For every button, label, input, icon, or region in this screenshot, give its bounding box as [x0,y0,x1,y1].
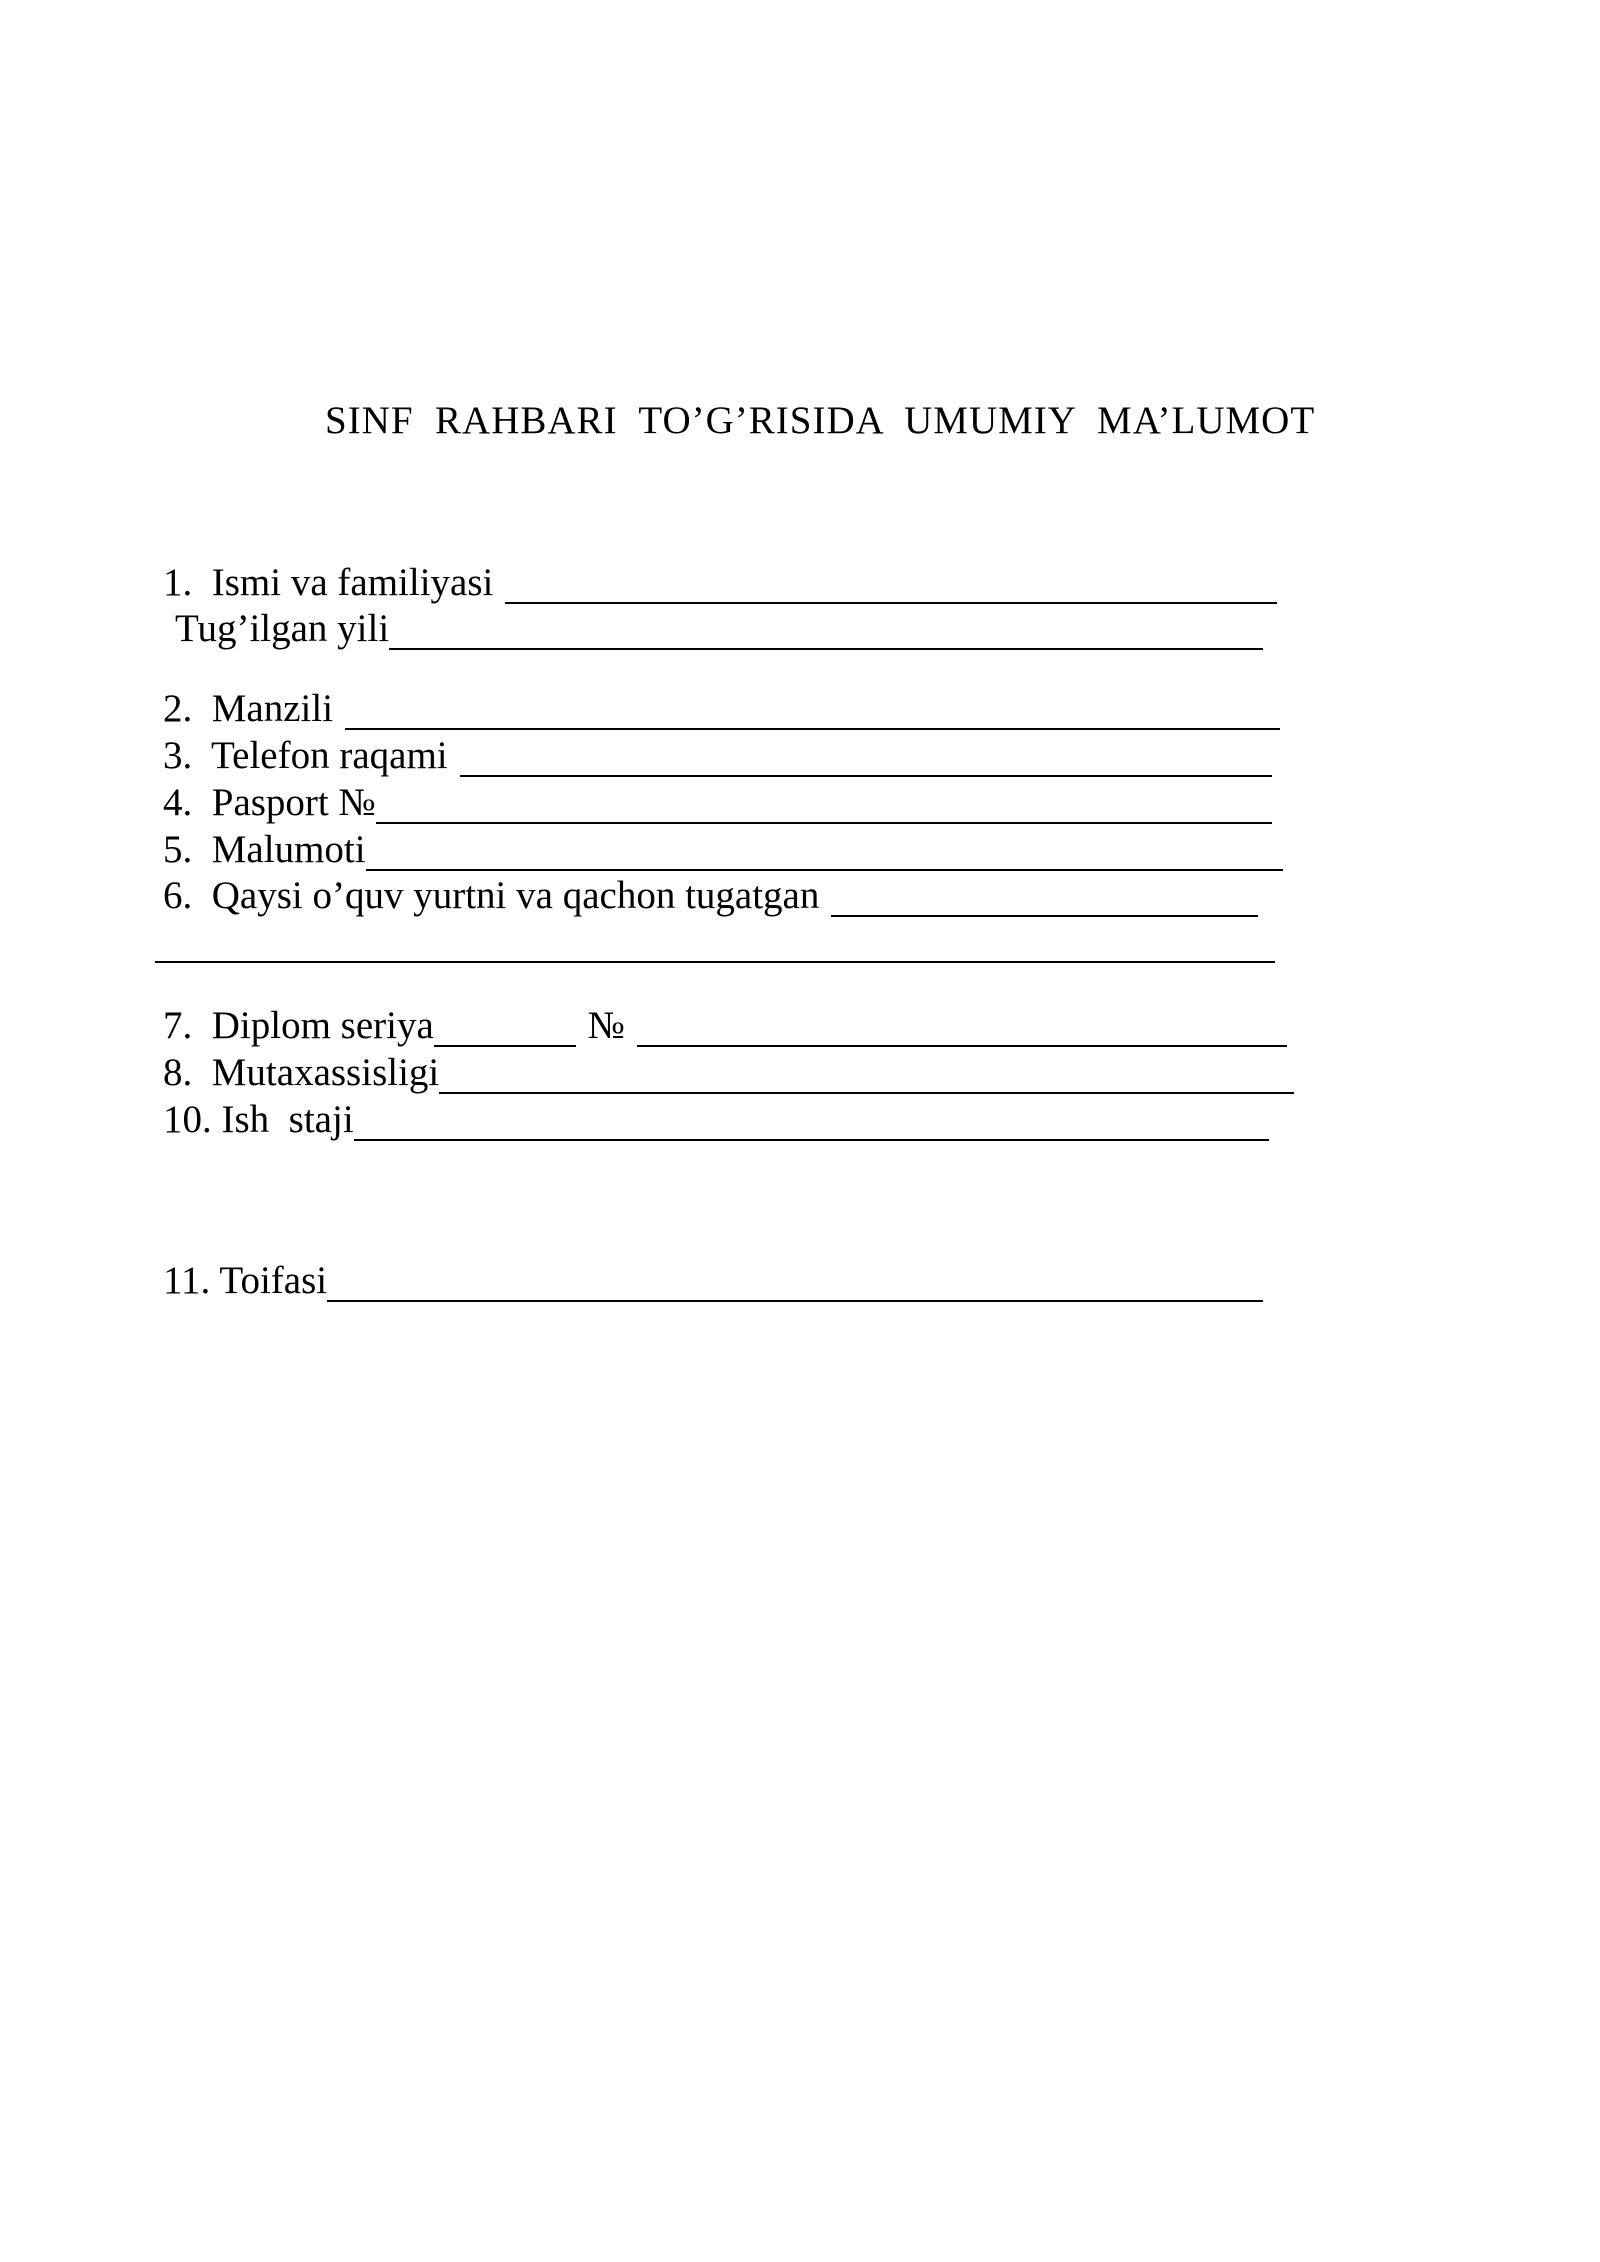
education-blank [366,835,1283,871]
phone-blank [460,741,1272,777]
diploma-number-label: № [587,1004,626,1047]
address-blank [345,694,1280,730]
birth-year-label: Tug’ilgan yili [175,607,390,650]
specialty-blank [439,1058,1294,1094]
form-row-address [163,684,1280,734]
experience-label: 10. Ish staji [163,1098,354,1141]
form-row-graduation [163,871,1258,921]
category-label: 11. Toifasi [163,1259,328,1302]
diploma-series-blank [434,1011,576,1047]
graduation-continuation-rule [155,961,1275,963]
graduation-label: 6. Qaysi o’quv yurtni va qachon tugatgan [163,874,820,917]
passport-label: 4. Pasport № [163,781,376,824]
education-label: 5. Malumoti [163,828,366,871]
phone-label: 3. Telefon raqami [163,734,448,777]
form-row-phone [163,731,1272,781]
category-blank [327,1266,1263,1302]
form-row-diploma [163,1001,1287,1051]
graduation-blank [831,881,1258,917]
passport-blank [376,788,1272,824]
specialty-label: 8. Mutaxassisligi [163,1051,440,1094]
form-row-specialty [163,1048,1294,1098]
form-row-experience [163,1095,1269,1145]
form-row-passport [163,778,1272,828]
birth-year-blank [389,614,1263,650]
form-row-birth-year [175,604,1263,654]
form-row-name [163,558,1277,608]
name-label: 1. Ismi va familiyasi [163,561,494,604]
experience-blank [354,1105,1269,1141]
diploma-series-label: 7. Diplom seriya [163,1004,434,1047]
address-label: 2. Manzili [163,687,334,730]
form-row-education [163,825,1283,875]
page-title: SINF RAHBARI TO’G’RISIDA UMUMIY MA’LUMOT [325,399,1316,442]
diploma-number-blank [637,1011,1287,1047]
name-blank [505,568,1277,604]
form-row-category [163,1256,1263,1306]
